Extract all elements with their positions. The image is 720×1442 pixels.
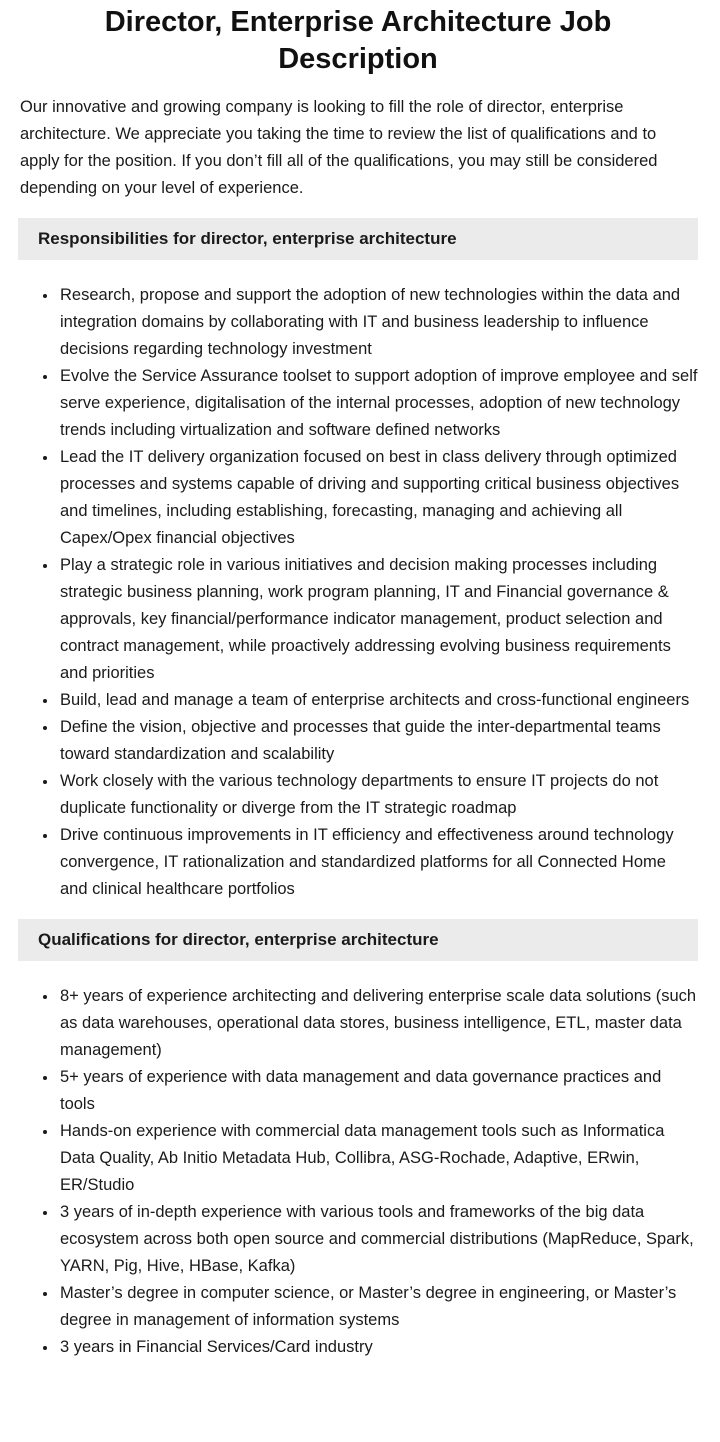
list-item: • 3 years in Financial Services/Card industry	[58, 1334, 698, 1361]
list-item: • Build, lead and manage a team of enterprise architects and cross-functional engineers	[58, 687, 698, 714]
list-item: • Lead the IT delivery organization focused on best in class delivery through optimized processes and systems capable of driving and supporting critical business objectives and timelines, including establishing, forecasting, managing and achieving all Capex/Opex financial objectives	[58, 444, 698, 552]
page-title: Director, Enterprise Architecture Job Description	[104, 6, 612, 75]
qualifications-heading: Qualifications for director, enterprise architecture	[18, 919, 698, 961]
list-item: • Evolve the Service Assurance toolset to support adoption of improve employee and self serve experience, digitalisation of the internal processes, adoption of new technology trends including virtualization and software defined networks	[58, 363, 698, 444]
list-item: • 5+ years of experience with data management and data governance practices and tools	[58, 1064, 698, 1118]
list-item: • Master’s degree in computer science, or Master’s degree in engineering, or Master’s degree in management of information systems	[58, 1280, 698, 1334]
qualifications-list	[18, 983, 698, 1361]
list-item: • Hands-on experience with commercial data management tools such as Informatica Data Quality, Ab Initio Metadata Hub, Collibra, ASG-Rochade, Adaptive, ERwin, ER/Studio	[58, 1118, 698, 1199]
responsibilities-heading: Responsibilities for director, enterprise architecture	[18, 218, 698, 260]
list-item: • Play a strategic role in various initiatives and decision making processes including strategic business planning, work program planning, IT and Financial governance & approvals, key financial/performance indicator management, product selection and contract management, while proactively addressing evolving business requirements and priorities	[58, 552, 698, 687]
list-item: • Work closely with the various technology departments to ensure IT projects do not duplicate functionality or diverge from the IT strategic roadmap	[58, 768, 698, 822]
list-item: • Drive continuous improvements in IT efficiency and effectiveness around technology convergence, IT rationalization and standardized platforms for all Connected Home and clinical healthcare portfolios	[58, 822, 698, 903]
intro-paragraph: Our innovative and growing company is looking to fill the role of director, enterprise architecture. We appreciate you taking the time to review the list of qualifications and to apply for the position. If you don’t fill all of the qualifications, you may still be considered depending on your level of experience.	[20, 98, 658, 197]
section-responsibilities	[18, 218, 698, 903]
list-item: • Define the vision, objective and processes that guide the inter-departmental teams toward standardization and scalability	[58, 714, 698, 768]
responsibilities-list	[18, 282, 698, 903]
list-item: • 8+ years of experience architecting and delivering enterprise scale data solutions (such as data warehouses, operational data stores, business intelligence, ETL, master data management)	[58, 983, 698, 1064]
list-item: • Research, propose and support the adoption of new technologies within the data and integration domains by collaborating with IT and business leadership to influence decisions regarding technology investment	[58, 282, 698, 363]
section-qualifications	[18, 919, 698, 1361]
list-item: • 3 years of in-depth experience with various tools and frameworks of the big data ecosystem across both open source and commercial distributions (MapReduce, Spark, YARN, Pig, Hive, HBase, Kafka)	[58, 1199, 698, 1280]
